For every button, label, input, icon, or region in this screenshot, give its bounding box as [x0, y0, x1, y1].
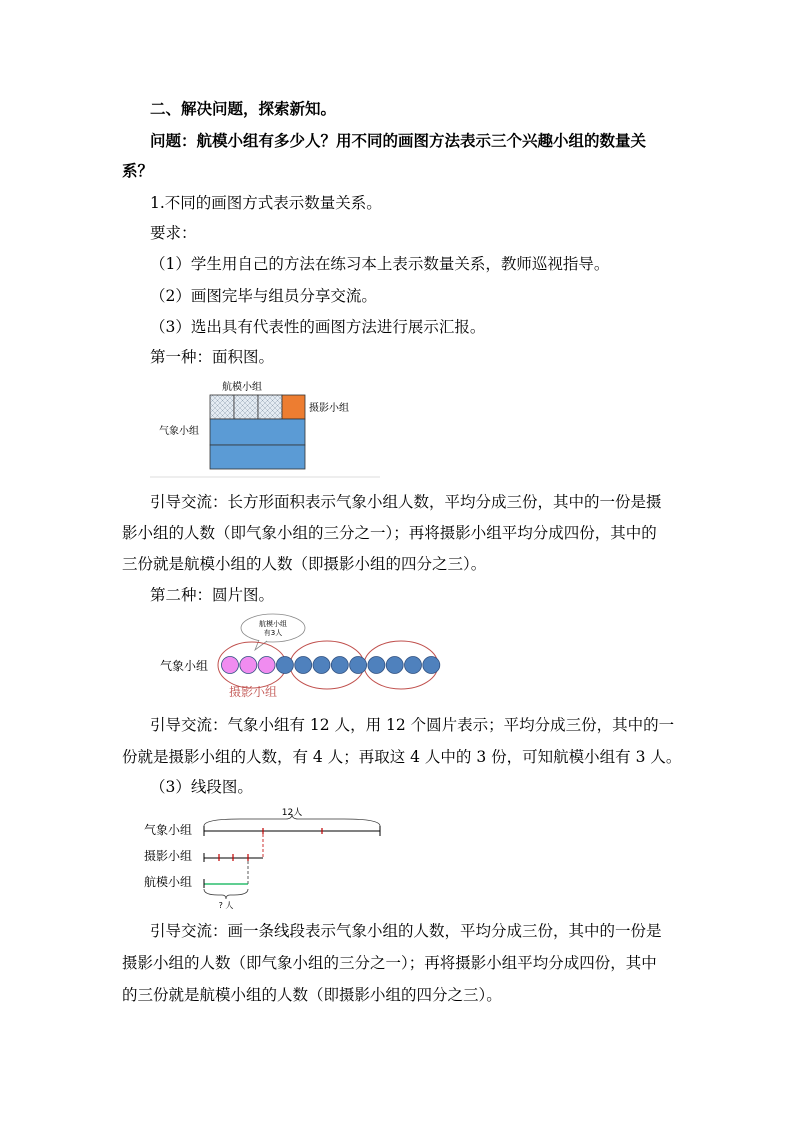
para1-line-3: 三份就是航模小组的人数（即摄影小组的四分之三）。: [122, 555, 487, 573]
row-label-qixiang: 气象小组: [144, 823, 193, 837]
method-2-title: 第二种：圆片图。: [150, 586, 275, 604]
requirements-title: 要求：: [150, 224, 197, 242]
row-label-sheying: 摄影小组: [144, 849, 193, 863]
blue-band-1: [210, 419, 305, 445]
question-label: ? 人: [218, 901, 234, 910]
para1-line-2: 影小组的人数（即气象小组的三分之一）；再将摄影小组平均分成四份，其中的: [122, 524, 657, 542]
disc: [295, 657, 312, 674]
method-1-title: 第一种：面积图。: [150, 348, 275, 366]
label-sheying: 摄影小组: [309, 403, 349, 414]
bubble-tail: [255, 640, 267, 650]
label-sheying: 摄影小组: [229, 685, 278, 699]
para3-line-2: 摄影小组的人数（即气象小组的三分之一）；再将摄影小组平均分成四份，其中: [122, 954, 657, 972]
disc: [240, 657, 257, 674]
disc: [423, 657, 440, 674]
bubble: [241, 614, 305, 642]
bubble-text-2: 有3人: [263, 629, 283, 637]
label-qixiang: 气象小组: [160, 659, 209, 673]
orange-cell: [282, 395, 305, 419]
requirement-2: （2）画图完毕与组员分享交流。: [150, 287, 377, 305]
para2-line-1: 引导交流：气象小组有 12 人，用 12 个圆片表示；平均分成三份，其中的一: [150, 716, 675, 734]
disc: [258, 657, 275, 674]
para3-line-3: 的三份就是航模小组的人数（即摄影小组的四分之三）。: [122, 986, 502, 1004]
para2-line-2: 份就是摄影小组的人数，有 4 人；再取这 4 人中的 3 份，可知航模小组有 3 人。: [122, 748, 682, 766]
hatch-cell-3: [258, 395, 282, 419]
blue-band-2: [210, 445, 305, 469]
para1-line-1: 引导交流：长方形面积表示气象小组人数，平均分成三份，其中的一份是摄: [150, 493, 662, 511]
item-1: 1.不同的画图方式表示数量关系。: [150, 194, 382, 212]
disc: [386, 657, 403, 674]
bubble-text-1: 航模小组: [259, 620, 287, 628]
disc: [222, 657, 239, 674]
disc: [405, 657, 422, 674]
requirement-1: （1）学生用自己的方法在练习本上表示数量关系，教师巡视指导。: [150, 255, 610, 273]
top-brace: [204, 814, 380, 826]
discs: [222, 657, 440, 674]
disc: [313, 657, 330, 674]
hatch-cell-2: [234, 395, 258, 419]
disc: [331, 657, 348, 674]
section-heading: 二、解决问题，探索新知。: [150, 100, 337, 118]
question-line-2: 系？: [122, 162, 154, 180]
disc-diagram: [155, 612, 445, 704]
disc: [350, 657, 367, 674]
requirement-3: （3）选出具有代表性的画图方法进行展示汇报。: [150, 318, 486, 336]
bottom-brace: [204, 889, 248, 899]
para3-line-1: 引导交流：画一条线段表示气象小组的人数，平均分成三份，其中的一份是: [150, 922, 662, 940]
label-hangmo: 航模小组: [222, 382, 262, 393]
hatch-cell-1: [210, 395, 234, 419]
segment-diagram: [140, 804, 390, 910]
area-diagram: [150, 378, 380, 478]
question-line-1: 问题：航模小组有多少人？用不同的画图方法表示三个兴趣小组的数量关: [150, 132, 647, 150]
method-3-title: （3）线段图。: [150, 778, 253, 796]
disc: [368, 657, 385, 674]
row-label-hangmo: 航模小组: [144, 875, 193, 889]
disc: [276, 657, 293, 674]
total-label: 12人: [281, 808, 303, 818]
label-qixiang: 气象小组: [159, 426, 199, 437]
